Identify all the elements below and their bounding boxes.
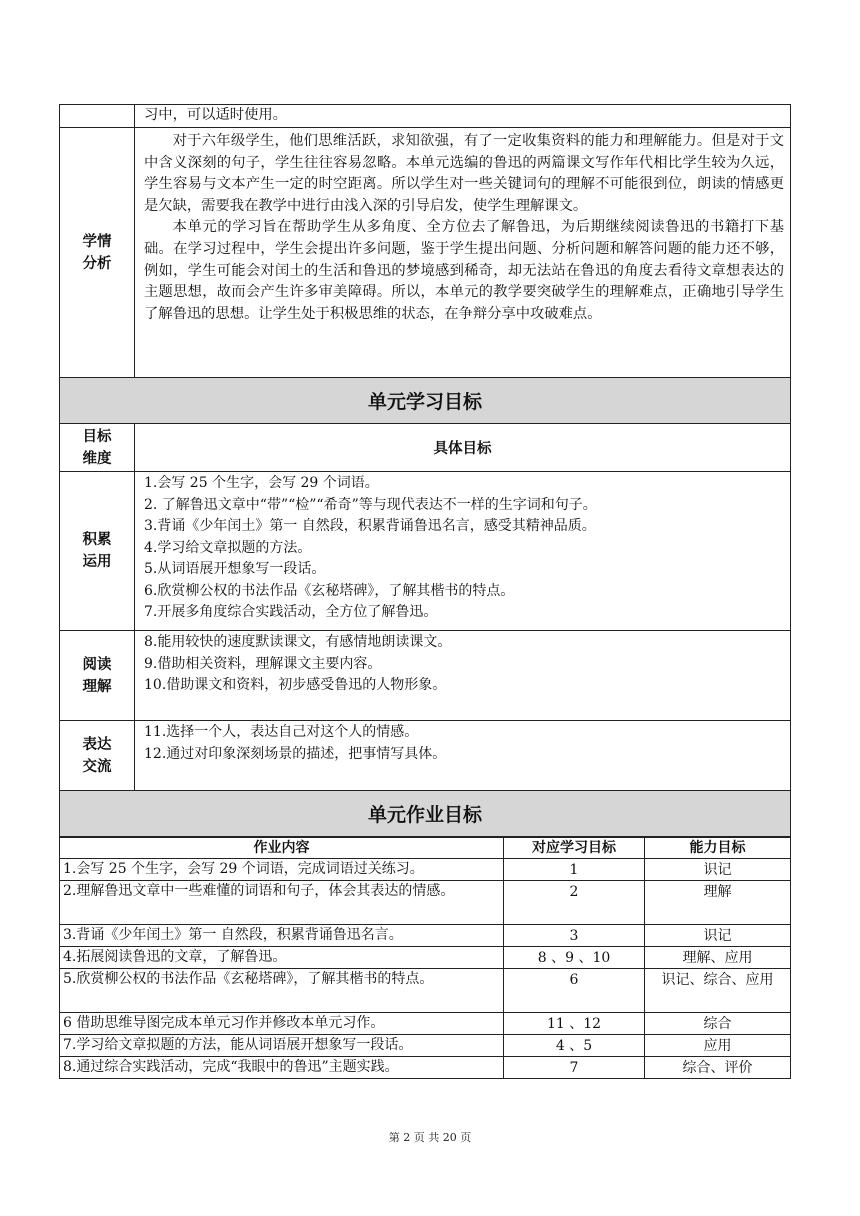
table-row [60, 881, 791, 925]
homework-content: 6 借助思维导图完成本单元习作并修改本单元习作。 [60, 1013, 504, 1035]
table-row [60, 925, 791, 947]
goal-item: 9.借助相关资料，理解课文主要内容。 [144, 655, 382, 672]
table-row [60, 1057, 791, 1079]
goal-group-label-text: 积累 运用 [82, 532, 112, 570]
goal-group-items [135, 472, 791, 631]
goal-dimension-header-text: 目标 维度 [82, 428, 112, 467]
goal-group-label [60, 631, 135, 721]
learning-analysis-label-text: 学情 分析 [82, 233, 112, 272]
goal-item: 3.背诵《少年闰土》第一 自然段，积累背诵鲁迅名言，感受其精神品质。 [144, 518, 596, 534]
linked-goal: 1 [504, 859, 645, 881]
upper-table [59, 104, 791, 837]
homework-goals-title: 单元作业目标 [60, 791, 791, 837]
document-page [59, 104, 790, 1079]
linked-goal: 11 、12 [504, 1013, 645, 1035]
goal-group-label-text: 阅读 理解 [82, 656, 112, 695]
goal-item: 8.能用较快的速度默读课文，有感情地朗读课文。 [144, 634, 452, 650]
table-row [60, 969, 791, 1013]
homework-content: 2.理解鲁迅文章中一些难懂的词语和句子，体会其表达的情感。 [60, 881, 504, 925]
goal-item: 2. 了解鲁迅文章中“带”“检”“希奇”等与现代表达不一样的生字词和句子。 [144, 496, 597, 513]
goal-dimension-header [60, 424, 135, 472]
linked-goal: 7 [504, 1057, 645, 1079]
linked-goal: 6 [504, 969, 645, 1013]
ability-goal: 识记 [645, 925, 791, 947]
ability-goal: 综合 [645, 1013, 791, 1035]
goal-item: 6.欣赏柳公权的书法作品《玄秘塔碑》，了解其楷书的特点。 [144, 582, 515, 599]
linked-goal: 4 、5 [504, 1035, 645, 1057]
goal-group-label [60, 472, 135, 631]
ability-goal: 应用 [645, 1035, 791, 1057]
linked-goal: 8 、9 、10 [504, 947, 645, 969]
goal-item: 5.从词语展开想象写一段话。 [144, 561, 326, 577]
homework-content: 5.欣赏柳公权的书法作品《玄秘塔碑》，了解其楷书的特点。 [60, 969, 504, 1013]
learning-analysis-body [135, 128, 791, 378]
homework-content: 8.通过综合实践活动，完成“我眼中的鲁迅”主题实践。 [60, 1057, 504, 1079]
unit-goals-title: 单元学习目标 [60, 378, 791, 424]
linked-goal: 2 [504, 881, 645, 925]
analysis-paragraph: 本单元的学习旨在帮助学生从多角度、全方位去了解鲁迅，为后期继续阅读鲁迅的书籍打下基础。在学习过程中，学生会提出许多问题，鉴于学生提出问题、分析问题和解答问题的能力还不够，例如，学生可能会对闰土的生活和鲁迅的梦境感到稀奇，却无法站在鲁迅的角度去看待文章想表达的主题思想，故而会产生许多审美障碍。所以，本单元的教学要突破学生的理解难点，正确地引导学生了解鲁迅的思想。让学生处于积极思维的状态，在争辩分享中攻破难点。 [144, 219, 784, 322]
table-row [60, 947, 791, 969]
table-row [60, 859, 791, 881]
homework-col-header: 作业内容 [60, 838, 504, 859]
learning-analysis-label [60, 128, 135, 378]
goal-item: 7.开展多角度综合实践活动，全方位了解鲁迅。 [144, 604, 438, 620]
homework-content: 1.会写 25 个生字，会写 29 个词语，完成词语过关练习。 [60, 859, 504, 881]
goal-item: 4.学习给文章拟题的方法。 [144, 539, 312, 556]
table-row [60, 1035, 791, 1057]
blank-label-cell [60, 105, 135, 128]
ability-goal: 理解 [645, 881, 791, 925]
goal-group-label [60, 721, 135, 791]
table-row [60, 1013, 791, 1035]
continuation-text: 习中，可以适时使用。 [135, 105, 791, 128]
ability-goal: 识记、综合、应用 [645, 969, 791, 1013]
goal-group-label-text: 表达 交流 [82, 736, 112, 775]
goal-item: 12.通过对印象深刻场景的描述，把事情写具体。 [144, 745, 447, 762]
homework-col-header: 对应学习目标 [504, 838, 645, 859]
page-number-footer: 第 2 页 共 20 页 [388, 1131, 472, 1144]
goal-group-items [135, 631, 791, 721]
ability-goal: 综合、评价 [645, 1057, 791, 1079]
homework-content: 7.学习给文章拟题的方法，能从词语展开想象写一段话。 [60, 1035, 504, 1057]
homework-table [59, 837, 791, 1079]
homework-content: 4.拓展阅读鲁迅的文章，了解鲁迅。 [60, 947, 504, 969]
specific-goal-header: 具体目标 [135, 424, 791, 472]
homework-col-header: 能力目标 [645, 838, 791, 859]
ability-goal: 理解、应用 [645, 947, 791, 969]
goal-item: 10.借助课文和资料，初步感受鲁迅的人物形象。 [144, 677, 447, 693]
linked-goal: 3 [504, 925, 645, 947]
goal-item: 11.选择一个人，表达自己对这个人的情感。 [144, 724, 419, 740]
analysis-paragraph: 对于六年级学生，他们思维活跃，求知欲强，有了一定收集资料的能力和理解能力。但是对于文中含义深刻的句子，学生往往容易忽略。本单元选编的鲁迅的两篇课文写作年代相比学生较为久远，学生容易与文本产生一定的时空距离。所以学生对一些关键词句的理解不可能很到位，朗读的情感更是欠缺，需要我在教学中进行由浅入深的引导启发，使学生理解课文。 [144, 133, 784, 214]
goal-group-items [135, 721, 791, 791]
goal-item: 1.会写 25 个生字，会写 29 个词语。 [144, 475, 379, 491]
ability-goal: 识记 [645, 859, 791, 881]
homework-content: 3.背诵《少年闰土》第一 自然段，积累背诵鲁迅名言。 [60, 925, 504, 947]
